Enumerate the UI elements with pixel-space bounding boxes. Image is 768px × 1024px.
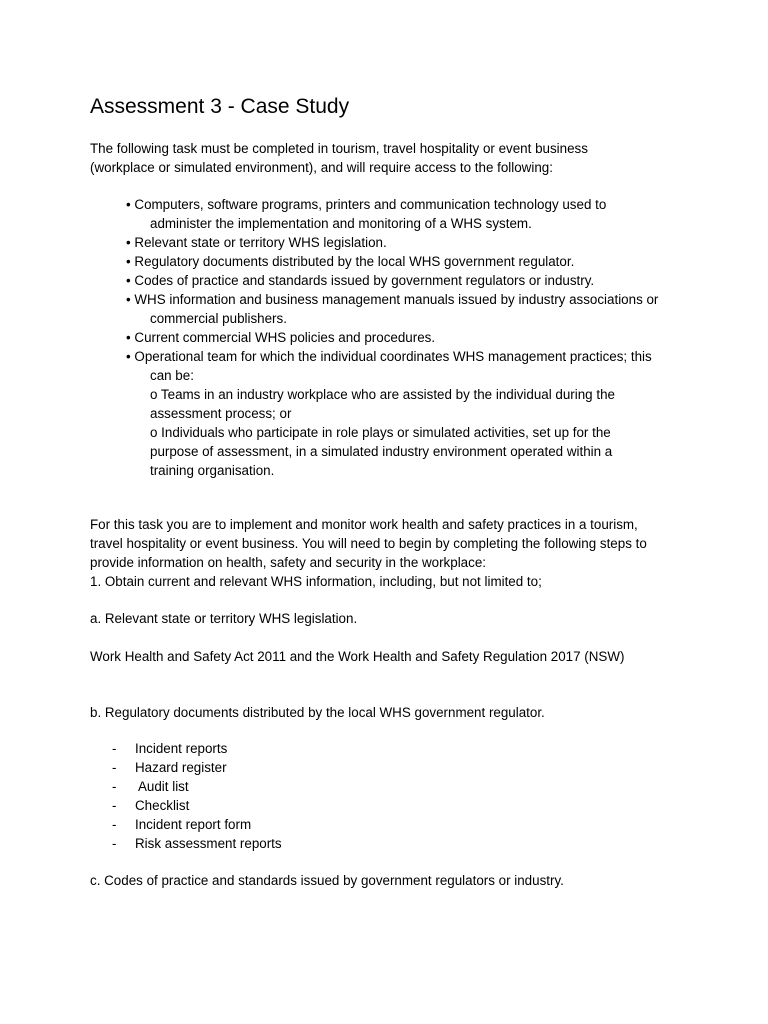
requirement-bullet: • Computers, software programs, printers and communication technology used to	[126, 197, 607, 212]
list-item	[112, 815, 251, 834]
requirement-subitem: o Teams in an industry workplace who are assisted by the individual during the	[150, 387, 615, 402]
requirement-bullet: • Current commercial WHS policies and procedures.	[126, 330, 436, 345]
task-line-2: travel hospitality or event business. You will need to begin by completing the following steps to	[90, 536, 647, 551]
list-item-text: Checklist	[135, 798, 190, 813]
item-c-heading: c. Codes of practice and standards issued by government regulators or industry.	[90, 873, 564, 888]
document-title: Assessment 3 - Case Study	[90, 95, 350, 118]
list-dash: -	[112, 779, 117, 794]
list-item-text: Incident report form	[135, 817, 252, 832]
requirement-bullet: • Relevant state or territory WHS legislation.	[126, 235, 387, 250]
list-item	[112, 739, 227, 758]
requirement-bullet: • Codes of practice and standards issued by government regulators or industry.	[126, 273, 595, 288]
list-item	[112, 758, 227, 777]
requirement-bullet-continuation: administer the implementation and monitoring of a WHS system.	[150, 216, 532, 231]
list-item	[112, 777, 189, 796]
item-a-heading: a. Relevant state or territory WHS legislation.	[90, 611, 358, 626]
list-item-text: Hazard register	[135, 760, 227, 775]
requirement-bullet-continuation: commercial publishers.	[150, 311, 287, 326]
requirement-bullet-continuation: can be:	[150, 368, 194, 383]
requirement-subitem: o Individuals who participate in role plays or simulated activities, set up for the	[150, 425, 611, 440]
requirement-bullet: • Operational team for which the individual coordinates WHS management practices; this	[126, 349, 652, 364]
list-dash: -	[112, 741, 117, 756]
intro-line-1: The following task must be completed in tourism, travel hospitality or event business	[90, 141, 588, 156]
item-a-answer: Work Health and Safety Act 2011 and the Work Health and Safety Regulation 2017 (NSW)	[90, 649, 625, 664]
task-line-3: provide information on health, safety and security in the workplace:	[90, 555, 486, 570]
list-item-text: Incident reports	[135, 741, 228, 756]
list-item	[112, 834, 282, 853]
list-dash: -	[112, 760, 117, 775]
list-dash: -	[112, 817, 117, 832]
requirement-subitem-continuation: purpose of assessment, in a simulated industry environment operated within a	[150, 444, 613, 459]
requirement-subitem-continuation: assessment process; or	[150, 406, 292, 421]
list-item-text: Audit list	[135, 779, 189, 794]
requirement-bullet: • WHS information and business management manuals issued by industry associations or	[126, 292, 659, 307]
item-b-heading: b. Regulatory documents distributed by the local WHS government regulator.	[90, 705, 545, 720]
list-dash: -	[112, 798, 117, 813]
list-item-text: Risk assessment reports	[135, 836, 282, 851]
requirement-bullet: • Regulatory documents distributed by the local WHS government regulator.	[126, 254, 575, 269]
task-step-1: 1. Obtain current and relevant WHS information, including, but not limited to;	[90, 574, 542, 589]
intro-line-2: (workplace or simulated environment), and will require access to the following:	[90, 160, 553, 175]
task-line-1: For this task you are to implement and monitor work health and safety practices in a tourism,	[90, 517, 638, 532]
list-item	[112, 796, 189, 815]
requirement-subitem-continuation: training organisation.	[150, 463, 275, 478]
list-dash: -	[112, 836, 117, 851]
